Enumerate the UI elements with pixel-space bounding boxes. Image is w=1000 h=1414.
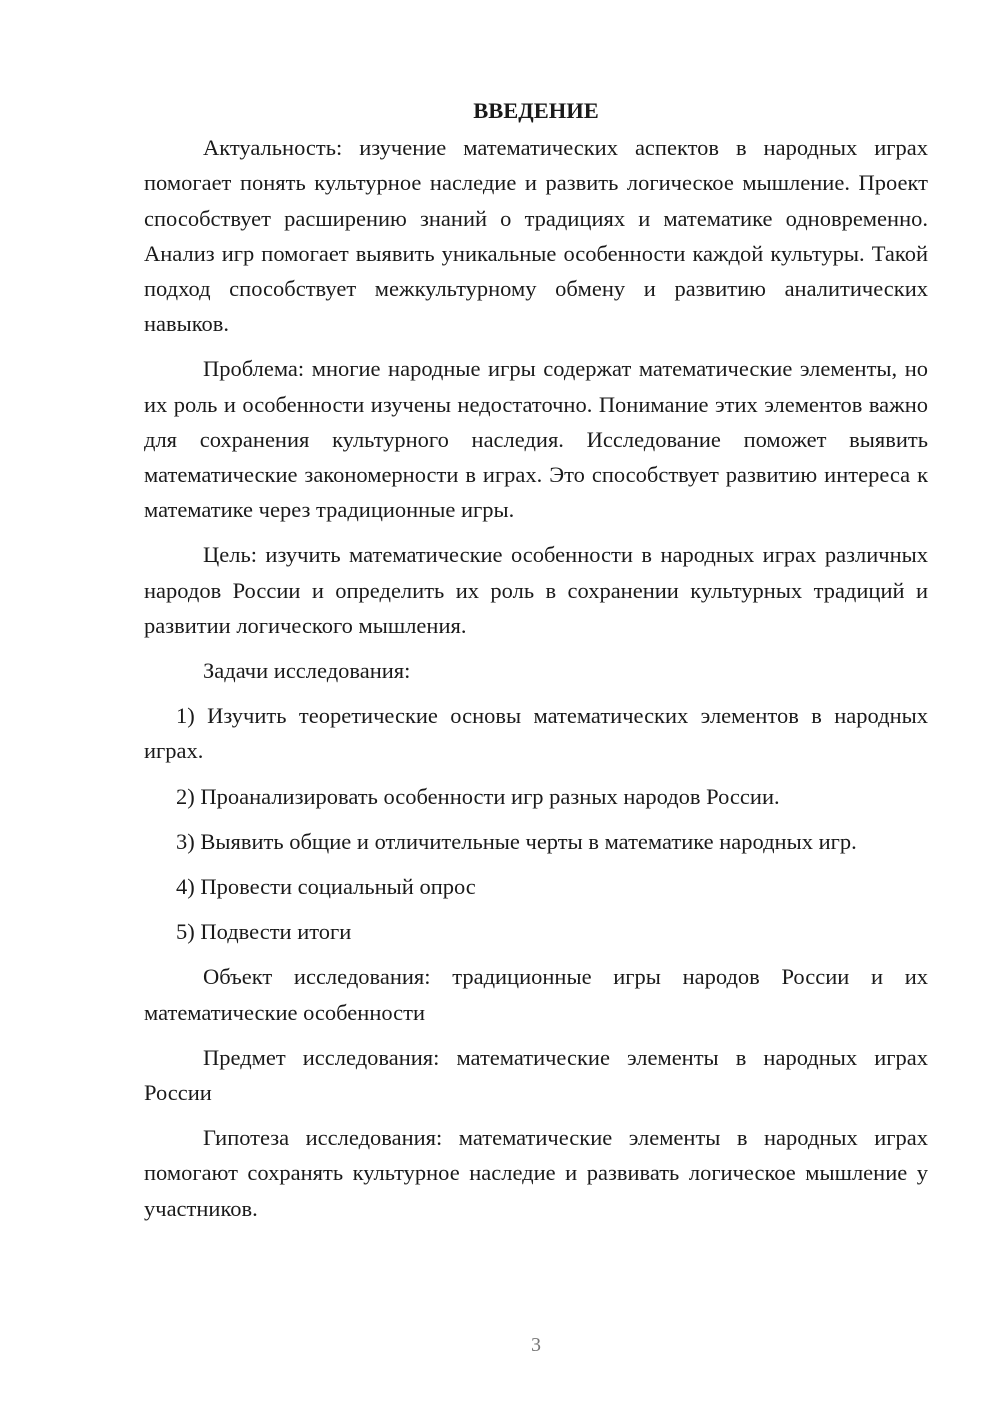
goal-paragraph: Цель: изучить математические особенности в народных играх различных народов России и определить их роль в сохранении культурных традиций и развитии логического мышления. <box>144 542 928 638</box>
object-paragraph: Объект исследования: традиционные игры народов России и их математические особенности <box>144 964 928 1025</box>
task-item-1: 1) Изучить теоретические основы математических элементов в народных играх. <box>144 703 928 764</box>
subject-paragraph: Предмет исследования: математические элементы в народных играх России <box>144 1044 928 1106</box>
task-item-5: 5) Подвести итоги <box>176 919 352 945</box>
relevance-paragraph: Актуальность: изучение математических аспектов в народных играх помогает понять культурное наследие и развить логическое мышление. Проект способствует расширению знаний о традициях и математике одновременно. Анализ игр помогает выявить уникальные особенности каждой культуры. Такой подход способствует межкультурному обмену и развитию аналитических навыков. <box>144 135 928 337</box>
tasks-title: Задачи исследования: <box>203 658 411 684</box>
task-item-3: 3) Выявить общие и отличительные черты в математике народных игр. <box>176 828 857 854</box>
problem-paragraph: Проблема: многие народные игры содержат математические элементы, но их роль и особенности изучены недостаточно. Понимание этих элементов важно для сохранения культурного наследия. Исследование поможет выявить математические закономерности в играх. Это способствует развитию интереса к математике через традиционные игры. <box>144 356 928 523</box>
section-heading: ВВЕДЕНИЕ <box>473 98 599 123</box>
page-number: 3 <box>531 1334 541 1356</box>
task-item-4: 4) Провести социальный опрос <box>176 874 476 900</box>
page-content <box>144 93 928 1236</box>
hypothesis-paragraph: Гипотеза исследования: математические элементы в народных играх помогают сохранять культурное наследие и развивать логическое мышление у участников. <box>144 1125 928 1221</box>
task-item-2: 2) Проанализировать особенности игр разных народов России. <box>176 783 780 809</box>
